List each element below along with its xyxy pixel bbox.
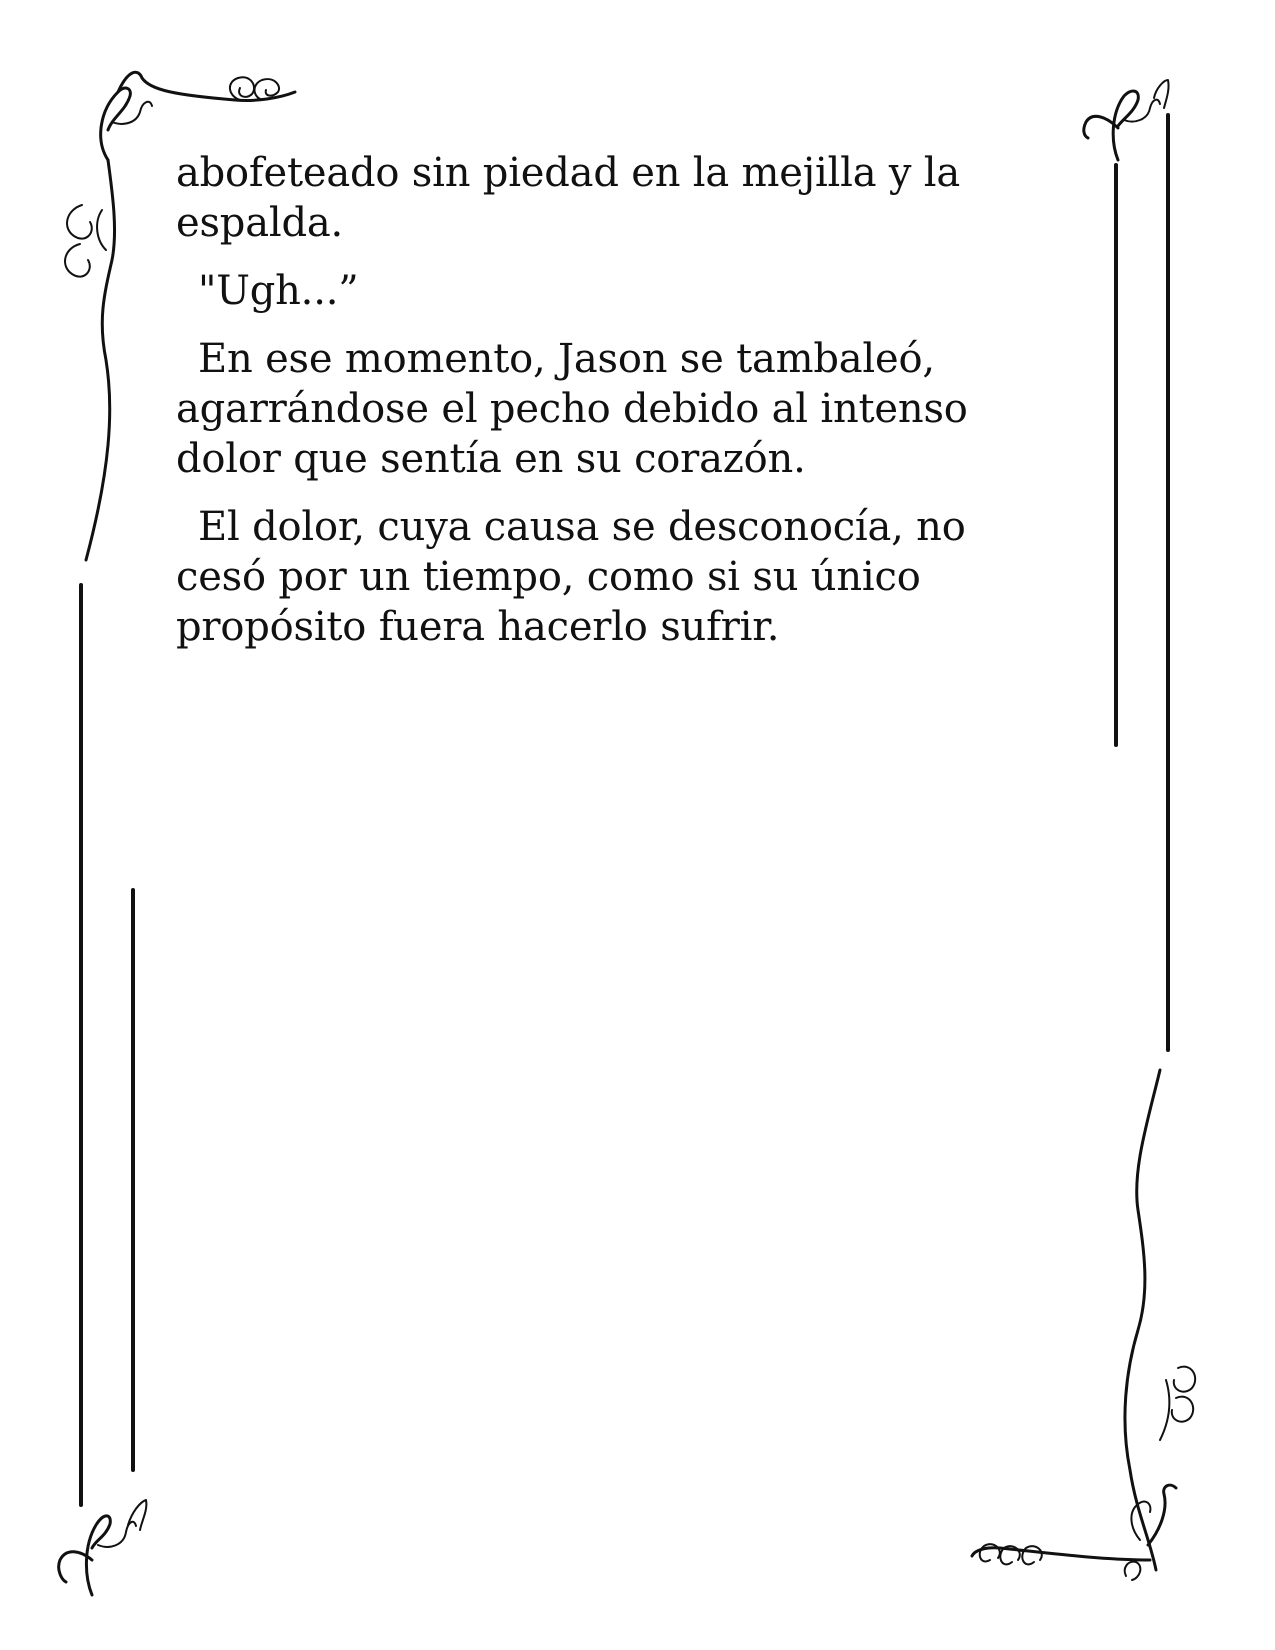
bottom-left-flourish [59,1500,147,1595]
page-body [176,148,1056,670]
paragraph-1: abofeteado sin piedad en la mejilla y la espalda. [176,150,961,246]
top-right-flourish [1084,80,1169,160]
paragraph-3: En ese momento, Jason se tambaleó, agarrándose el pecho debido al intenso dolor que sentía en su corazón. [176,336,968,482]
paragraph-2: "Ugh...” [198,268,359,314]
paragraph-4: El dolor, cuya causa se desconocía, no cesó por un tiempo, como si su único propósito fuera hacerlo sufrir. [176,504,966,650]
bottom-right-flourish [972,1070,1195,1580]
